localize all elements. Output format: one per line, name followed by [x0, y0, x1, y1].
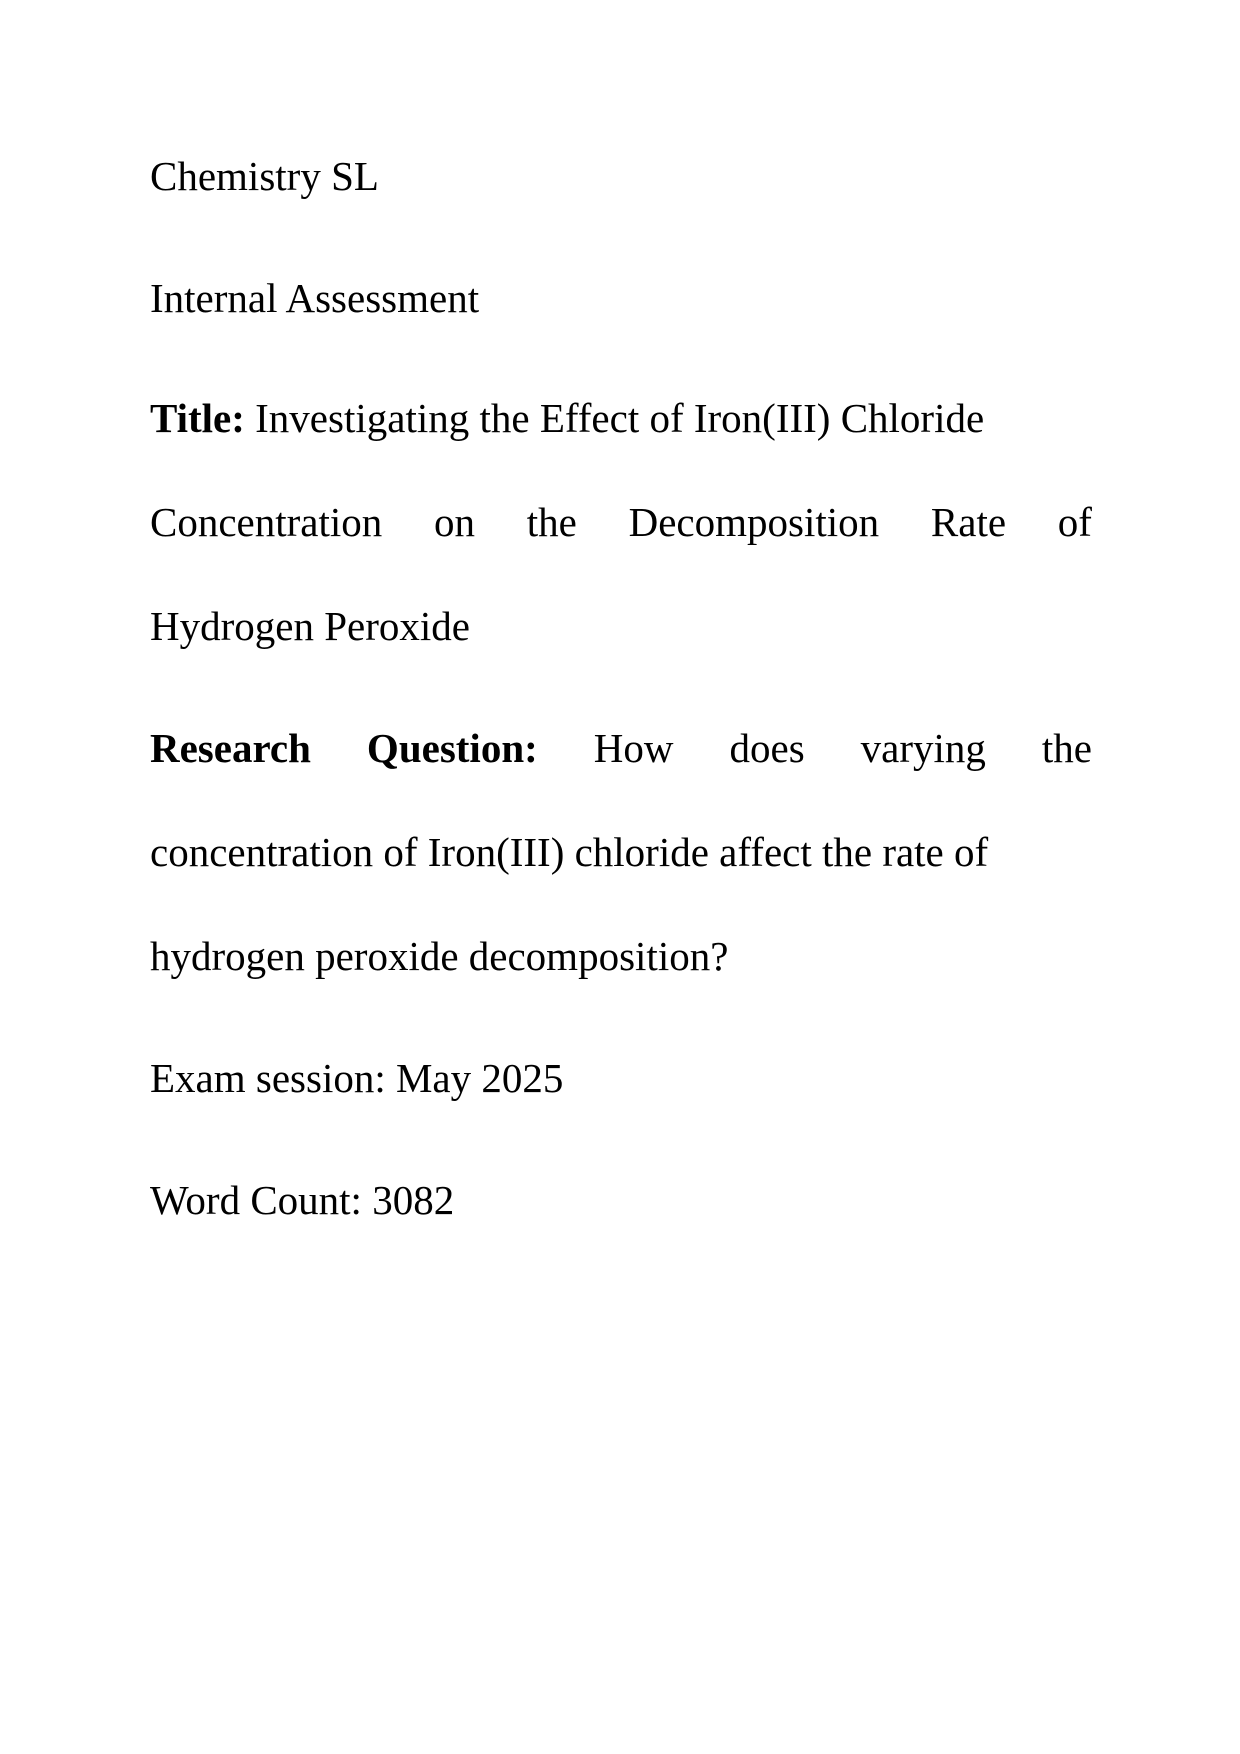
research-question-label-word: Research	[150, 725, 311, 771]
research-question-word: the	[1041, 725, 1092, 771]
title-line-2	[150, 498, 1092, 546]
research-question-line-2: concentration of Iron(III) chloride affect the rate of	[150, 829, 989, 875]
title-word: of	[1057, 499, 1092, 545]
research-question-line-1	[150, 724, 1092, 772]
title-label: Title:	[150, 395, 245, 441]
assessment-type-line: Internal Assessment	[150, 275, 480, 321]
title-text-line-1: Investigating the Effect of Iron(III) Chloride	[255, 395, 985, 441]
research-question-line-3: hydrogen peroxide decomposition?	[150, 933, 729, 979]
word-count-line: Word Count: 3082	[150, 1177, 455, 1223]
research-question-label-word: Question:	[366, 725, 538, 771]
research-question-word: How	[593, 725, 674, 771]
research-question-word: varying	[860, 725, 986, 771]
title-word: Decomposition	[628, 499, 880, 545]
subject-line: Chemistry SL	[150, 153, 379, 199]
title-word: on	[434, 499, 476, 545]
exam-session-line: Exam session: May 2025	[150, 1055, 564, 1101]
title-line-3: Hydrogen Peroxide	[150, 603, 470, 649]
title-word: Concentration	[150, 499, 383, 545]
title-word: the	[526, 499, 577, 545]
title-line-1	[150, 394, 984, 442]
research-question-word: does	[729, 725, 805, 771]
title-word: Rate	[930, 499, 1007, 545]
